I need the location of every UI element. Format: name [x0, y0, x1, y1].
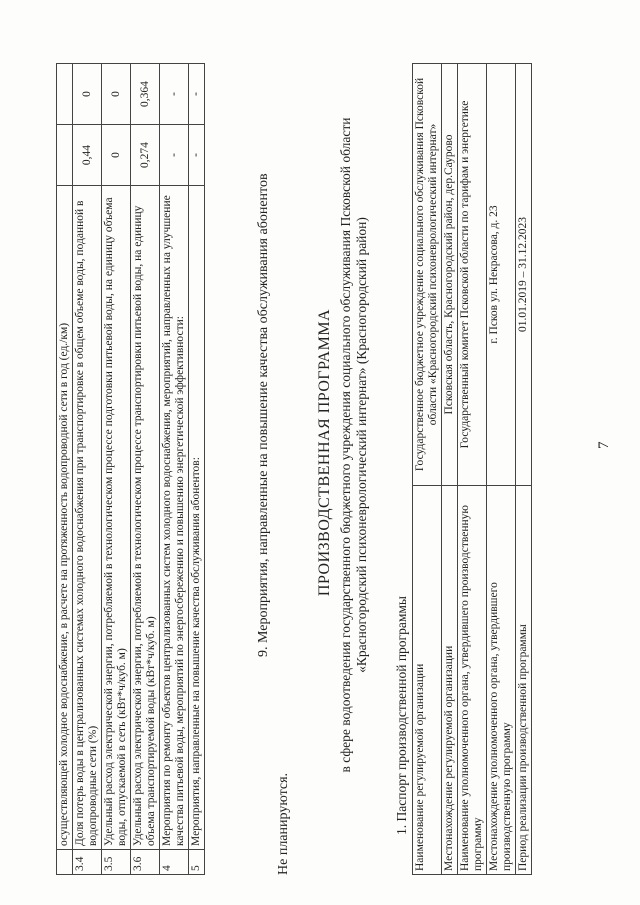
table-row [458, 64, 487, 875]
section-9-text: Не планируются. [276, 772, 291, 875]
passport-key: Наименование регулируемой организации [413, 486, 442, 875]
passport-value: Государственное бюджетное учреждение социального обслуживания Псковской области «Красногородский психоневрологический интернат» [413, 64, 442, 486]
section-9-heading: 9. Мероприятия, направленные на повышение качества обслуживания абонентов [256, 173, 271, 657]
value-cell: 0,364 [131, 64, 160, 125]
row-text: осуществляющей холодное водоснабжение, в расчете на протяженность водопроводной сети в год (ед./км) [57, 186, 73, 850]
table-row [487, 64, 516, 875]
table-row [516, 64, 532, 875]
value-cell: - [189, 64, 205, 125]
row-number: 3.4 [73, 850, 102, 875]
passport-key: Местонахождение уполномоченного органа, утвердившего производственную программу [487, 486, 516, 875]
program-subtitle-line-1: в сфере водоотведения государственного бюджетного учреждения социального обслуживания Псковской области [338, 117, 353, 773]
row-text: Удельный расход электрической энергии, потребляемой в технологическом процессе подготовки питьевой воды, на единицу объема воды, отпускаемой в сеть (кВт*ч/куб. м) [102, 186, 131, 850]
program-subtitle [338, 45, 370, 845]
table-row [160, 64, 189, 875]
row-number: 3.6 [131, 850, 160, 875]
table-row [102, 64, 131, 875]
row-number [57, 850, 73, 875]
table-row [131, 64, 160, 875]
value-cell: - [160, 125, 189, 186]
program-title: ПРОИЗВОДСТВЕННАЯ ПРОГРАММА [316, 308, 333, 597]
table-row [73, 64, 102, 875]
passport-key: Наименование уполномоченного органа, утвердившего производственную программу [458, 486, 487, 875]
row-number: 3.5 [102, 850, 131, 875]
passport-key: Местонахождение регулируемой организации [442, 486, 458, 875]
row-number: 4 [160, 850, 189, 875]
value-cell: 0 [102, 64, 131, 125]
row-number: 5 [189, 850, 205, 875]
value-cell: 0,274 [131, 125, 160, 186]
row-text: Мероприятия по ремонту объектов централизованных систем холодного водоснабжения, мероприятий, направленных на улучшение качества питьевой воды, мероприятий по энергосбережению и повышению энергетической эффективности: [160, 186, 189, 850]
passport-key: Период реализации производственной программы [516, 486, 532, 875]
value-cell: 0 [73, 64, 102, 125]
table-row [442, 64, 458, 875]
passport-value: Псковская область, Красногородский район, дер.Саурово [442, 64, 458, 486]
passport-value: Государственный комитет Псковской области по тарифам и энергетике [458, 64, 487, 486]
value-cell: 0 [102, 125, 131, 186]
program-subtitle-line-2: «Красногородский психоневрологический интернат» (Красногородский район) [354, 217, 369, 673]
indicators-table [56, 63, 205, 875]
value-cell: 0,44 [73, 125, 102, 186]
row-text: Мероприятия, направленные на повышение качества обслуживания абонентов: [189, 186, 205, 850]
page-number: 7 [596, 441, 612, 449]
value-cell: - [160, 64, 189, 125]
row-text: Удельный расход электрической энергии, потребляемой в технологическом процессе транспортировки питьевой воды, на единицу объема транспортируемой воды (кВт*ч/куб. м) [131, 186, 160, 850]
passport-heading: 1. Паспорт производственной программы [394, 596, 409, 835]
value-cell: - [189, 125, 205, 186]
passport-value: 01.01.2019 – 31.12.2023 [516, 64, 532, 486]
passport-table [412, 63, 532, 875]
row-text: Доля потерь воды в централизованных системах холодного водоснабжения при транспортировке в общем объеме воды, поданной в водопроводные сети (%) [73, 186, 102, 850]
value-cell [57, 64, 73, 125]
passport-value: г. Псков ул. Некрасова, д. 23 [487, 64, 516, 486]
table-row [413, 64, 442, 875]
table-row [189, 64, 205, 875]
value-cell [57, 125, 73, 186]
table-row [57, 64, 73, 875]
